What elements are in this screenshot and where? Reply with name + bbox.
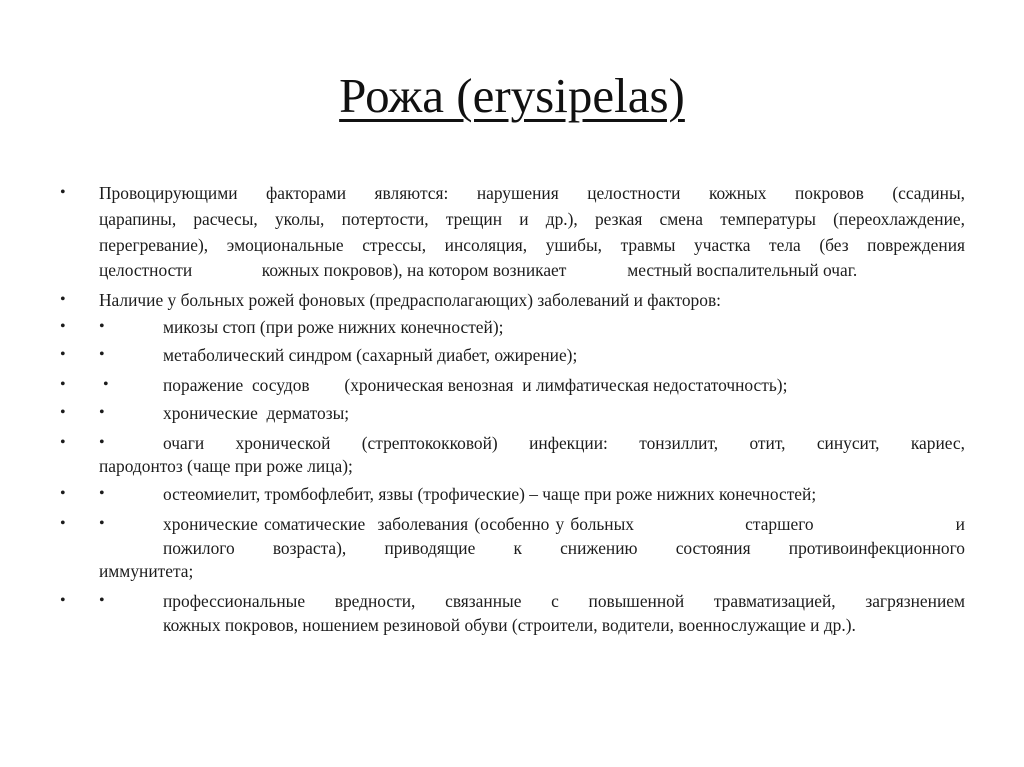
sub-bullet-icon: • bbox=[99, 515, 105, 532]
paragraph-line: целостности кожных покровов), на котором возникает местный воспалительный очаг. bbox=[99, 260, 858, 280]
sub-list-item-text: хронические соматические заболевания (особенно у больных старшего и bbox=[163, 514, 965, 534]
sub-list-item-text: пародонтоз (чаще при роже лица); bbox=[99, 456, 353, 476]
sub-list-item-text: пожилого возраста), приводящие к снижению состояния противоинфекционного bbox=[163, 538, 965, 558]
sub-list-item-text: метаболический синдром (сахарный диабет, ожирение); bbox=[163, 345, 578, 365]
sub-bullet-icon: • bbox=[103, 376, 109, 393]
sub-list-item-text: хронические дерматозы; bbox=[163, 403, 350, 423]
sub-bullet-icon: • bbox=[99, 346, 105, 363]
sub-list-item-text: кожных покровов, ношением резиновой обуви (строители, водители, военнослужащие и др.). bbox=[163, 615, 856, 635]
list-item-text: Наличие у больных рожей фоновых (предрасполагающих) заболеваний и факторов: bbox=[99, 290, 721, 310]
paragraph-line: царапины, расчесы, уколы, потертости, трещин и др.), резкая смена температуры (переохлаждение, bbox=[99, 209, 965, 229]
slide-title bbox=[0, 66, 1024, 126]
bullet-icon: • bbox=[60, 346, 66, 363]
bullet-icon: • bbox=[60, 515, 66, 532]
sub-bullet-icon: • bbox=[99, 404, 105, 421]
sub-list-item-text: поражение сосудов (хроническая венозная и лимфатическая недостаточность); bbox=[163, 375, 788, 395]
paragraph-line: Провоцирующими факторами являются: нарушения целостности кожных покровов (ссадины, bbox=[99, 183, 965, 203]
sub-list-item-text: иммунитета; bbox=[99, 561, 194, 581]
bullet-icon: • bbox=[60, 404, 66, 421]
bullet-icon: • bbox=[60, 592, 66, 609]
sub-list-item-text: профессиональные вредности, связанные с повышенной травматизацией, загрязнением bbox=[163, 591, 965, 611]
bullet-icon: • bbox=[60, 485, 66, 502]
sub-list-item-text: очаги хронической (стрептококковой) инфекции: тонзиллит, отит, синусит, кариес, bbox=[163, 433, 965, 453]
bullet-icon: • bbox=[60, 376, 66, 393]
slide-title-text: Рожа (erysipelas) bbox=[339, 68, 685, 123]
bullet-icon: • bbox=[60, 434, 66, 451]
sub-bullet-icon: • bbox=[99, 434, 105, 451]
sub-list-item-text: микозы стоп (при роже нижних конечностей); bbox=[163, 317, 504, 337]
paragraph-line: перегревание), эмоциональные стрессы, инсоляция, ушибы, травмы участка тела (без повреждения bbox=[99, 235, 965, 255]
bullet-icon: • bbox=[60, 184, 66, 201]
bullet-icon: • bbox=[60, 291, 66, 308]
sub-bullet-icon: • bbox=[99, 318, 105, 335]
sub-bullet-icon: • bbox=[99, 592, 105, 609]
sub-bullet-icon: • bbox=[99, 485, 105, 502]
sub-list-item-text: остеомиелит, тромбофлебит, язвы (трофические) – чаще при роже нижних конечностей; bbox=[163, 484, 817, 504]
bullet-icon: • bbox=[60, 318, 66, 335]
